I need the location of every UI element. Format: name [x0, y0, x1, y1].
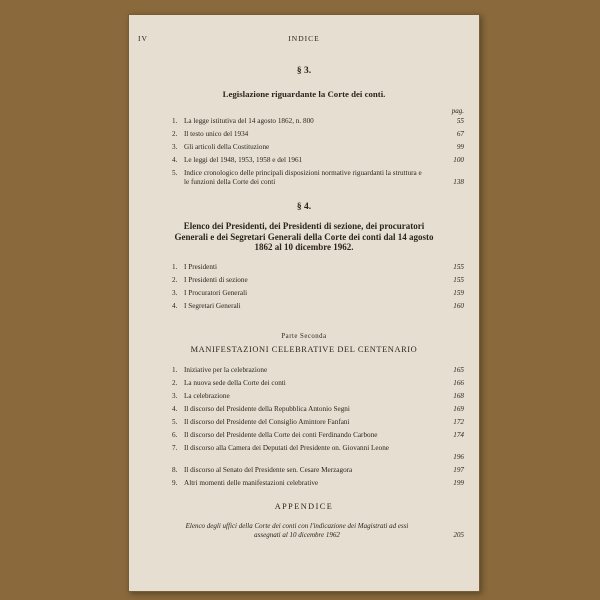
toc-entry[interactable]: [172, 169, 464, 187]
entry-title: Gli articoli della Costituzione: [184, 143, 270, 151]
part-label: Parte Seconda: [281, 333, 327, 340]
entry-number: 1.: [172, 366, 178, 374]
entry-page: 166: [453, 379, 464, 387]
entry-number: 2.: [172, 379, 178, 387]
section4-title: Elenco dei Presidenti, dei Presidenti di sezione, dei procuratori Generali e dei Segretari Generali della Corte dei conti dal 14 agosto 1862 al 10 dicembre 1962.: [174, 221, 434, 252]
entry-page: 67: [456, 130, 464, 138]
entry-page: 197: [453, 466, 464, 474]
entry-page: 174: [453, 431, 464, 439]
entry-page: 155: [453, 276, 464, 284]
part-title: MANIFESTAZIONI CELEBRATIVE DEL CENTENARIO: [190, 345, 418, 354]
entry-title: La nuova sede della Corte dei conti: [184, 379, 286, 387]
entry-number: 8.: [172, 466, 178, 474]
entry-number: 2.: [172, 276, 178, 284]
entry-title: Il discorso del Presidente del Consiglio Amintore Fanfani: [184, 418, 350, 426]
entry-number: 5.: [172, 418, 178, 426]
entry-number: 5.: [172, 169, 178, 177]
toc-entry[interactable]: [172, 444, 464, 462]
entry-page: 55: [456, 117, 464, 125]
entry-title: Il discorso del Presidente della Repubblica Antonio Segni: [184, 405, 350, 413]
entry-number: 4.: [172, 156, 178, 164]
entry-title: Il discorso del Presidente della Corte dei conti Ferdinando Carbone: [184, 431, 378, 439]
page-number: IV: [138, 34, 148, 43]
running-title: INDICE: [288, 34, 320, 43]
entry-page: 172: [453, 418, 464, 426]
book-page: [128, 14, 480, 592]
entry-title: Iniziative per la celebrazione: [184, 366, 268, 374]
entry-page: 169: [453, 405, 464, 413]
entry-number: 3.: [172, 143, 178, 151]
entry-number: 4.: [172, 405, 178, 413]
entry-number: 2.: [172, 130, 178, 138]
entry-page: 196: [453, 453, 464, 461]
section4-heading: § 4.: [296, 202, 312, 212]
entry-page: 165: [453, 366, 464, 374]
entry-title: Il discorso alla Camera dei Deputati del Presidente on. Giovanni Leone: [184, 444, 389, 452]
entry-number: 9.: [172, 479, 178, 487]
entry-title: I Presidenti di sezione: [184, 276, 248, 284]
appendix-entry[interactable]: Elenco degli uffici della Corte dei conti con l'indicazione dei Magistrati ad essi assegnati al 10 dicembre 1962: [185, 522, 409, 539]
appendix-title: APPENDICE: [274, 502, 334, 511]
entry-title: I Segretari Generali: [184, 302, 241, 310]
entry-title: Altri momenti delle manifestazioni celebrative: [184, 479, 319, 487]
section3-title: Legislazione riguardante la Corte dei conti.: [222, 89, 386, 99]
entry-page: 138: [453, 178, 464, 186]
entry-title: I Presidenti: [184, 263, 217, 271]
entry-title: Indice cronologico delle principali disposizioni normative riguardanti la struttura e le funzioni della Corte dei conti: [184, 169, 422, 186]
entry-page: 199: [453, 479, 464, 487]
entry-page: 100: [453, 156, 464, 164]
entry-title: Le leggi del 1948, 1953, 1958 e del 1961: [184, 156, 303, 164]
entry-number: 1.: [172, 117, 178, 125]
entry-page: 155: [453, 263, 464, 271]
entry-page: 160: [453, 302, 464, 310]
entry-title: Il testo unico del 1934: [184, 130, 249, 138]
entry-number: 6.: [172, 431, 178, 439]
entry-number: 3.: [172, 392, 178, 400]
entry-number: 7.: [172, 444, 178, 452]
entry-title: Il discorso al Senato del Presidente sen. Cesare Merzagora: [184, 466, 353, 474]
entry-number: 4.: [172, 302, 178, 310]
pag-label: pag.: [451, 107, 464, 115]
entry-title: La legge istitutiva del 14 agosto 1862, n. 800: [184, 117, 314, 125]
section3-heading: § 3.: [296, 66, 312, 76]
appendix-page: 205: [453, 531, 464, 539]
entry-page: 168: [453, 392, 464, 400]
entry-page: 99: [456, 143, 464, 151]
entry-title: I Procuratori Generali: [184, 289, 248, 297]
entry-title: La celebrazione: [184, 392, 230, 400]
entry-page: 159: [453, 289, 464, 297]
entry-number: 1.: [172, 263, 178, 271]
entry-number: 3.: [172, 289, 178, 297]
